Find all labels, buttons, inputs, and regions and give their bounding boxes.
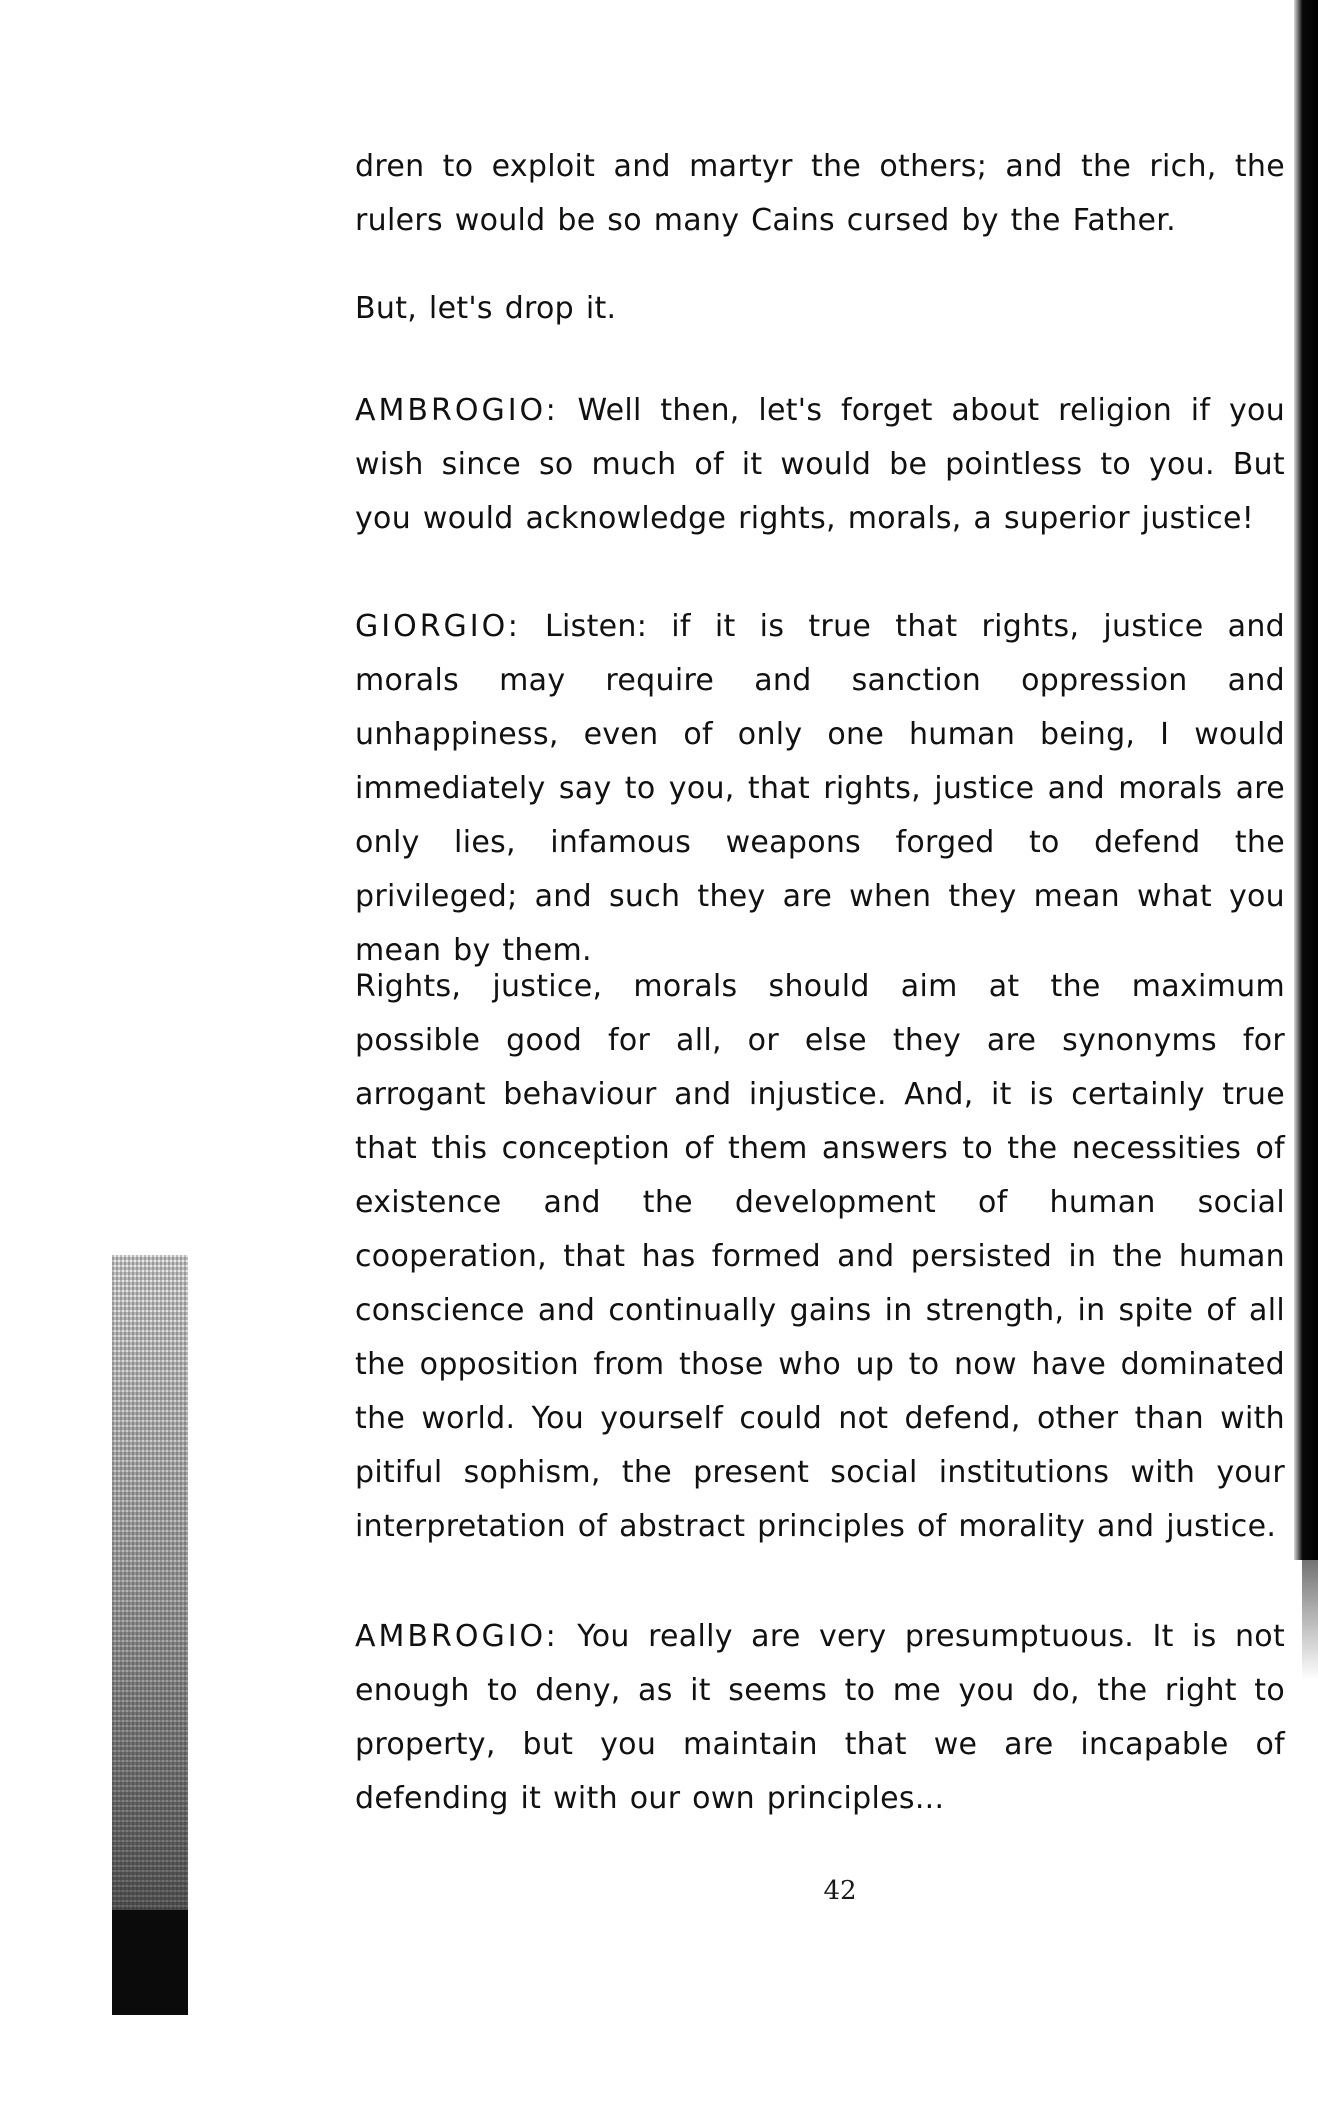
speaker-label: AMBROGIO: (355, 393, 559, 428)
paragraph-6-text: You really are very presumptuous. It is not enough to deny, as it seems to me you do, the right to property, but you maintain that we are incapable of defending it with our own principles... (355, 1619, 1286, 1816)
paragraph-5 (355, 960, 1285, 1554)
speaker-label: AMBROGIO: (355, 1619, 559, 1654)
speaker-label: GIORGIO: (355, 609, 521, 644)
paragraph-3-text: Well then, let's forget about religion if you wish since so much of it would be pointless to you. But you would acknowledge rights, morals, a superior justice! (355, 393, 1286, 536)
paragraph-4-text: Listen: if it is true that rights, justice and morals may require and sanction oppression and unhappiness, even of only one human being, I would immediately say to you, that rights, justice and morals are only lies, infamous weapons forged to defend the privileged; and such they are when they mean what you mean by them. (355, 609, 1285, 968)
scan-edge-shadow (1294, 0, 1318, 1560)
paragraph-1 (355, 140, 1285, 248)
paragraph-6 (355, 1610, 1285, 1826)
paragraph-2-text: But, let's drop it. (355, 291, 617, 326)
paragraph-2 (355, 282, 1285, 336)
paragraph-3 (355, 384, 1285, 546)
paragraph-4 (355, 600, 1285, 978)
paragraph-1-text: dren to exploit and martyr the others; and the rich, the rulers would be so many Cains cursed by the Father. (355, 149, 1285, 238)
scan-artifact-base (112, 1910, 188, 2015)
page-number: 42 (823, 1876, 857, 1906)
paragraph-5-text: Rights, justice, morals should aim at the maximum possible good for all, or else they are synonyms for arrogant behaviour and injustice. And, it is certainly true that this conception of them answers to the necessities of existence and the development of human social cooperation, that has formed and persisted in the human conscience and continually gains in strength, in spite of all the opposition from those who up to now have dominated the world. You yourself could not defend, other than with pitiful sophism, the present social institutions with your interpretation of abstract principles of morality and justice. (355, 969, 1285, 1544)
scan-edge-shadow-fade (1302, 1560, 1318, 1680)
